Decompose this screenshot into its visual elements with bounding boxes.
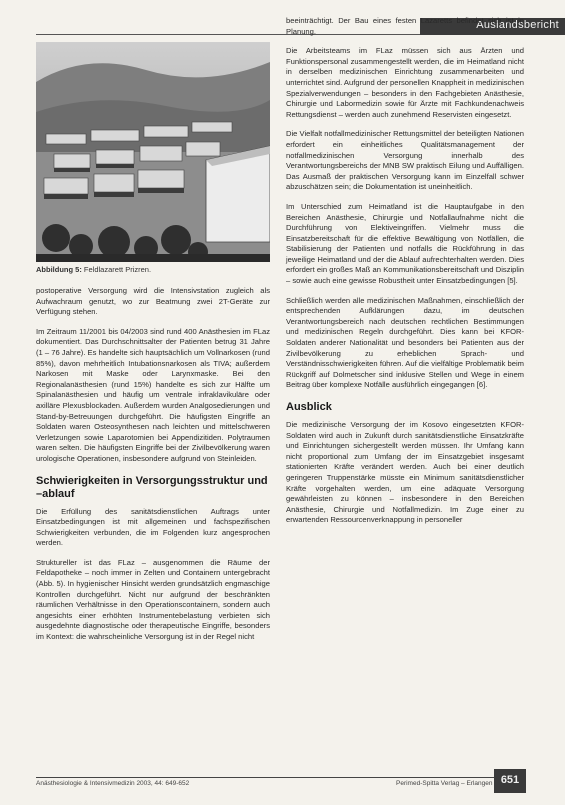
journal-citation: Anästhesiologie & Intensivmedizin 2003, 44: 649-652 (36, 780, 190, 787)
page-number: 651 (500, 774, 520, 786)
paragraph: Die medizinische Versorgung der im Kosovo eingesetzten KFOR-Soldaten wird auch in Zukunft durch sanitätsdienstliche Einsatzkräfte und Einrichtungen sichergestellt werden müssen. Ihr Umfang kann nicht proportional zum Umfang der im Einsatzgebiet insgesamt stationierten Kräfte verändert werden. Auch bei einer deutlich geringeren Truppenstärke müsste ein Minimum sanitätsdienstlicher Kräfte vorgehalten werden, um eine adäquate Versorgung gewährleisten zu können – insbesondere in den Bereichen Anästhesie, Chirurgie und Notfallmedizin. Im Zuge einer zu erwartenden Ressourcenverknappung in personeller (286, 420, 524, 525)
right-column (286, 16, 524, 535)
publisher: Perimed-Spitta Verlag – Erlangen (396, 780, 493, 787)
paragraph: Im Unterschied zum Heimatland ist die Hauptaufgabe in den Bereichen Anästhesie, Chirurgie und Notfallaufnahme nicht die Durchführung von Elektiveingriffen. Vielmehr muss die Einsatzbereitschaft für die effektive Bewältigung von Notfällen, die Stabilisierung der Patienten und notfalls die Rückführung in das jeweilige Heimatland und der die Ablauf aufrechterhalten werden. Dies erfordert ein großes Maß an Kommunikationsbereitschaft und Disziplin – sowie auch eine gewisse Robustheit unter Einsatzbedingungen [5]. (286, 201, 524, 286)
section-label: Auslandsbericht (476, 19, 559, 31)
paragraph: Struktureller ist das FLaz – ausgenommen die Räume der Feldapotheke – noch immer in Zelten und Containern untergebracht (Abb. 5). In hygienischer Hinsicht werden grundsätzlich engmaschige Kontrollen durchgeführt. Nicht nur aufgrund der beschränkten räumlichen Verhältnisse in den Operationscontainern, sondern auch angesichts einer erhöhten Instrumentebelastung verbieten sich ausgedehnte diagnostische oder therapeutische Eingriffe, besonders im Kontext: die wahrscheinliche Versorgung ist in der Regel nicht (36, 557, 270, 642)
figure-caption (36, 265, 270, 274)
section-heading: Schwierigkeiten in Versorgungsstruktur und –ablauf (36, 474, 268, 500)
field-hospital-aerial-image (36, 42, 270, 262)
paragraph: beeinträchtigt. Der Bau eines festen Lazaretts befindet sich ist in Planung. (286, 16, 524, 36)
footer-rule (36, 777, 523, 778)
page-number-box (494, 769, 526, 793)
paragraph: Die Vielfalt notfallmedizinischer Rettungsmittel der beteiligten Nationen erfordert ein einheitliches Qualitätsmanagement der notfallmedizinischen Versorgung innerhalb des Verantwortungsbereichs der MNB SW praktisch Eilung und Auffälligen. Das Ausmaß der praktischen Versorgung kann im Einzelfall schwer abzuschätzen sein; die Dokumentation ist uneinheitlich. (286, 129, 524, 192)
paragraph: Schließlich werden alle medizinischen Maßnahmen, einschließlich der entsprechenden Aufklärungen dazu, im deutschen Verantwortungsbereich nach deutschen rechtlichen Bestimmungen und medizinischen Regeln durchgeführt. Dies kann bei KFOR-Soldaten anderer Nationalität und besonders bei Patienten aus der Zivilbevölkerung zu erheblichen Sprach- und Verständnisschwierigkeiten führen. Auf die vielfältige Problematik beim Rückgriff auf Dolmetscher sind inklusive Stellen und Wege in einem Beitrag über komplexe Notfälle ausführlich eingegangen [6]. (286, 295, 524, 390)
paragraph: Die Erfüllung des sanitätsdienstlichen Auftrags unter Einsatzbedingungen ist mit allgemeinen und fachspezifischen Schwierigkeiten verbunden, die im Folgenden kurz angesprochen werden. (36, 506, 270, 548)
paragraph: Die Arbeitsteams im FLaz müssen sich aus Ärzten und Funktionspersonal zusammengestellt werden, die im Heimatland nicht in derselben medizinischen Einrichtung zusammenarbeiten und unterrichtet sind. Aufgrund der personellen Knappheit in medizinischen Spezialverwendungen – besonders in den Fachgebieten Anästhesie, Chirurgie und Labormedizin sowie für Ärzte mit Fachkundenachweis Rettungsdienst – werden auch zunehmend Reservisten eingesetzt. (286, 46, 524, 119)
paragraph: postoperative Versorgung wird die Intensivstation zugleich als Aufwachraum genutzt, wo zur Beatmung zwei 2T-Geräte zur Verfügung stehen. (36, 286, 270, 317)
figure-photo (36, 42, 270, 262)
figure-caption-text: Feldlazarett Prizren. (83, 265, 152, 274)
paragraph: Im Zeitraum 11/2001 bis 04/2003 sind rund 400 Anästhesien im FLaz dokumentiert. Das Durchschnittsalter der Patienten betrug 31 Jahre (1 – 76 Jahre). Es handelte sich hauptsächlich um Vollnarkosen (rund 85%), davon mehrheitlich Intubationsnarkosen als TIVA; außerdem Narkosen mit Maske oder Larynxmaske. Bei den Regionalanästhesien (rund 15%) handelte es sich zur Hälfte um Spinalanästhesien und häufig um ventrale infraklavikuläre oder axilläre Plexusblockaden. Außerdem wurden Analgosedierungen und Stand-by-Betreuungen durchgeführt. Die häufigsten Eingriffe an Soldaten waren Osteosynthesen nach leichten und mittelschweren Verletzungen sowie Laparotomien bei Appendizitiden. Polytraumen waren selten. Die häufigsten Eingriffe bei der Zivilbevölkerung waren urologische Operationen, insbesondere aufgrund von Steinleiden. (36, 326, 270, 463)
section-heading: Ausblick (286, 401, 332, 413)
figure-label: Abbildung 5: (36, 265, 82, 274)
left-column (36, 286, 270, 652)
